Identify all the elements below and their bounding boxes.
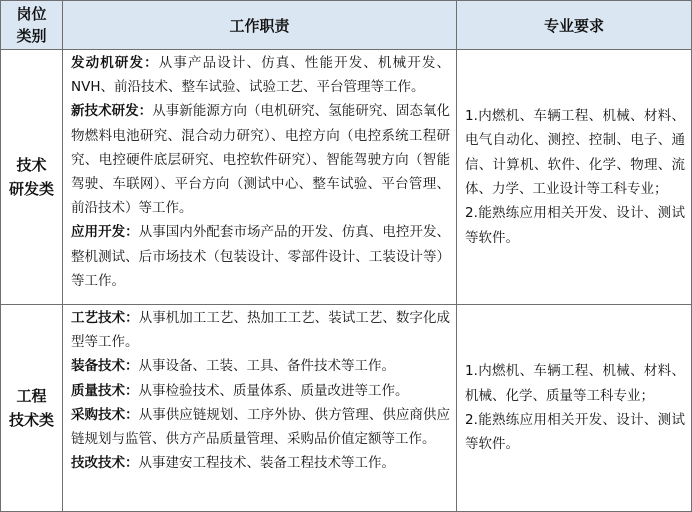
duty-item	[71, 451, 450, 475]
duty-item	[71, 379, 450, 403]
duty-text: 从事新能源方向（电机研究、氢能研究、固态氧化物燃料电池研究、混合动力研究）、电控方向（电控系统工程研究、电控硬件底层研究、电控软件研究）、智能驾驶方向（智能驾驶、车联网）、平台方向（测试中心、整车试验、平台管理、前沿技术）等工作。	[71, 103, 451, 217]
duty-item	[71, 220, 450, 293]
duties-cell	[63, 305, 457, 512]
header-duties-label: 工作职责	[229, 16, 290, 35]
header-requirements	[457, 1, 692, 50]
duty-text: 从事检验技术、质量体系、质量改进等工作。	[138, 382, 409, 399]
requirements-cell	[457, 50, 692, 305]
table-row	[1, 50, 692, 305]
duty-item	[71, 306, 450, 354]
category-label: 工程 技术类	[8, 387, 54, 429]
duty-text: 从事国内外配套市场产品的开发、仿真、电控开发、整机测试、后市场技术（包装设计、零部件设计、工装设计等）等工作。	[71, 224, 451, 289]
duty-text: 从事供应链规划、工序外协、供方管理、供应商供应链规划与监管、供方产品质量管理、采购品价值定额等工作。	[71, 406, 451, 448]
duty-label: 采购技术：	[71, 406, 139, 423]
category-cell	[1, 305, 63, 512]
duty-item	[71, 354, 450, 378]
duty-item	[71, 403, 450, 451]
duty-text: 从事产品设计、仿真、性能开发、机械开发、NVH、前沿技术、整车试验、试验工艺、平台管理等工作。	[71, 55, 451, 96]
duty-label: 发动机研发：	[71, 55, 159, 71]
duty-label: 质量技术：	[71, 382, 139, 399]
requirement-item: 2.能熟练应用相关开发、设计、测试等软件。	[465, 412, 685, 453]
duty-label: 新技术研发：	[71, 103, 153, 120]
requirements-cell	[457, 305, 692, 512]
duty-item	[71, 99, 450, 220]
requirement-item: 1.内燃机、车辆工程、机械、材料、电气自动化、测控、控制、电子、通信、计算机、软件、化学、物理、流体、力学、工业设计等工科专业；	[465, 107, 685, 197]
header-category-label: 岗位 类别	[16, 5, 47, 45]
header-requirements-label: 专业要求	[543, 16, 604, 35]
requirement-item: 2.能熟练应用相关开发、设计、测试等软件。	[465, 205, 685, 246]
header-duties	[63, 1, 457, 50]
duty-label: 应用开发：	[71, 224, 139, 241]
duty-label: 技改技术：	[71, 455, 139, 472]
header-row	[1, 1, 692, 50]
duty-label: 装备技术：	[71, 358, 139, 375]
table-row	[1, 305, 692, 512]
header-category	[1, 1, 63, 50]
duties-cell	[63, 50, 457, 305]
category-label: 技术 研发类	[8, 156, 54, 198]
duty-item	[71, 51, 450, 99]
duty-text: 从事机加工工艺、热加工工艺、装试工艺、数字化成型等工作。	[71, 310, 451, 351]
duty-label: 工艺技术：	[71, 310, 139, 326]
requirement-item: 1.内燃机、车辆工程、机械、材料、机械、化学、质量等工科专业；	[465, 363, 685, 404]
duty-text: 从事建安工程技术、装备工程技术等工作。	[138, 455, 395, 472]
duty-text: 从事设备、工装、工具、备件技术等工作。	[138, 358, 395, 375]
category-cell	[1, 50, 63, 305]
